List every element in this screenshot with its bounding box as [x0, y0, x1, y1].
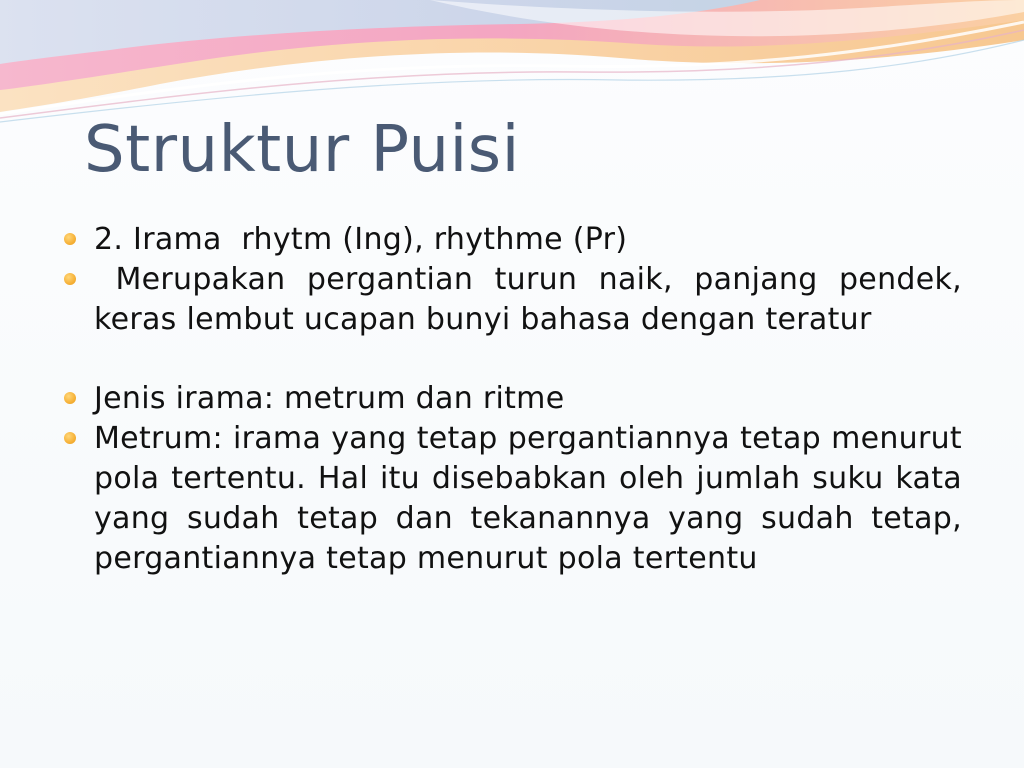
header-wave-decoration [0, 0, 1024, 130]
bullet-item [62, 419, 972, 579]
bullet-dot-icon [64, 432, 76, 444]
bullet-text: Jenis irama: metrum dan ritme [94, 381, 565, 416]
bullet-text: Merupakan pergantian turun naik, panjang pendek, keras lembut ucapan bunyi bahasa dengan teratur [94, 262, 972, 337]
bullet-dot-icon [64, 273, 76, 285]
bullet-text: 2. Irama rhytm (Ing), rhythme (Pr) [94, 222, 628, 257]
bullet-dot-icon [64, 233, 76, 245]
slide-title: Struktur Puisi [84, 113, 520, 187]
bullet-item [62, 379, 962, 419]
bullet-item [62, 220, 962, 260]
bullet-text: Metrum: irama yang tetap pergantiannya tetap menurut pola tertentu. Hal itu disebabkan oleh jumlah suku kata yang sudah tetap dan tekanannya yang sudah tetap, pergantiannya tetap menurut pola tertentu [94, 421, 972, 576]
bullet-item [62, 260, 972, 340]
bullet-dot-icon [64, 392, 76, 404]
bullet-list [62, 220, 972, 579]
